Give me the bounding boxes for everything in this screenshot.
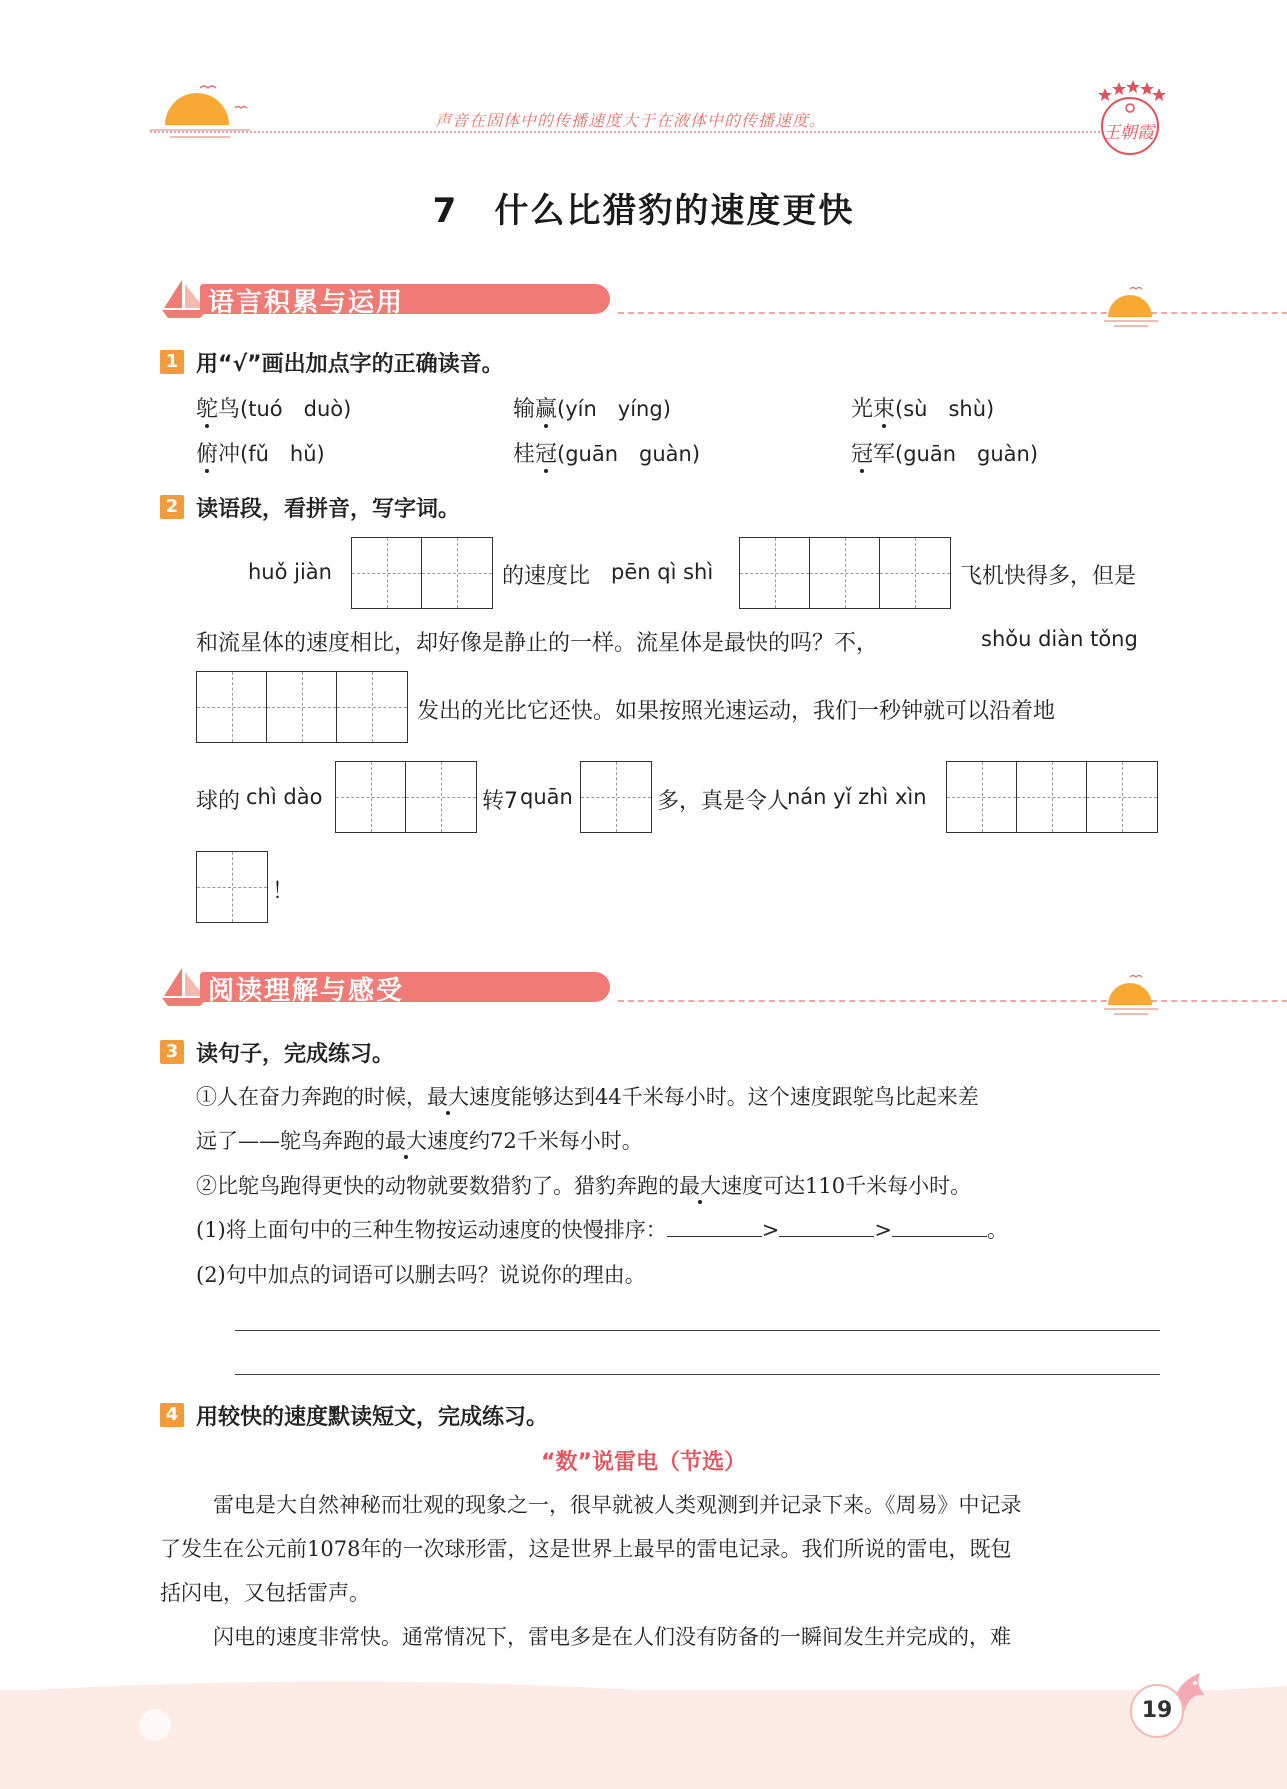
dotted-word: 最大 [427,1085,469,1109]
word-char: 冠 [535,442,558,467]
lesson-title: 7 什么比猎豹的速度更快 [432,191,855,231]
sentence-line [196,1125,643,1155]
answer-blank[interactable] [667,1216,762,1237]
pinyin-choice-item [851,437,1038,468]
pinyin-options[interactable]: (yín yíng) [557,397,671,421]
word-char: 冠 [851,442,874,467]
writing-grid[interactable] [351,537,493,609]
sunset-icon [150,80,260,150]
sentence-text: 速度约72千米每小时。 [427,1129,643,1153]
brand-seal [1093,78,1167,160]
writing-grid[interactable] [196,851,268,923]
answer-line[interactable] [235,1374,1160,1375]
page-number: 19 [1130,1684,1184,1738]
writing-grid[interactable] [739,537,951,609]
pinyin-options[interactable]: (guān guàn) [557,442,701,466]
sub-question-text: (1)将上面句中的三种生物按运动速度的快慢排序： [196,1218,667,1242]
sentence-text: ①人在奋力奔跑的时候， [196,1085,427,1109]
writing-grid[interactable] [335,761,477,833]
gt-sign: > [874,1218,892,1242]
question-number: 1 [160,350,184,374]
pinyin-options[interactable]: (fǔ hǔ) [240,442,325,466]
question-prompt: 读语段，看拼音，写字词。 [196,497,461,522]
pinyin-choice-item [196,392,351,423]
question-number: 3 [160,1040,184,1064]
passage-text: 发出的光比它还快。如果按照光速运动，我们一秒钟就可以沿着地 [417,699,1056,724]
answer-line[interactable] [235,1330,1160,1331]
answer-blank[interactable] [892,1216,987,1237]
pinyin-prompt: pēn qì shì [611,560,714,584]
pinyin-prompt: nán yǐ zhì xìn [787,785,927,809]
section-banner-language [160,278,1160,318]
section-dash-line [618,312,1287,314]
passage-text: 飞机快得多，但是 [960,564,1137,589]
section-banner-reading [160,966,1160,1006]
footer-band [0,1690,1287,1789]
seal-text: 王朝霞 [1103,123,1154,143]
passage-text: 和流星体的速度相比，却好像是静止的一样。流星体是最快的吗？不， [196,631,879,656]
pinyin-options[interactable]: (guān guàn) [895,442,1039,466]
writing-grid[interactable] [946,761,1158,833]
pinyin-prompt: shǒu diàn tǒng [981,627,1138,651]
pinyin-prompt: huǒ jiàn [248,560,332,584]
sentence-text: 远了——鸵鸟奔跑的 [196,1129,385,1153]
section-dash-line [618,1000,1287,1002]
pinyin-choice-item [196,437,325,468]
word-char: 桂 [513,442,536,467]
pinyin-choice-item [513,392,671,423]
word-char: 输 [513,397,536,422]
word-char: 鸵 [196,397,219,422]
question-number: 4 [160,1403,184,1427]
pinyin-options[interactable]: (sù shù) [895,397,995,421]
section-title: 阅读理解与感受 [208,976,405,1006]
bubble-decoration-icon [130,1700,190,1760]
sentence-text: 速度能够达到44千米每小时。这个速度跟鸵鸟比起来差 [469,1085,979,1109]
sunset-icon [1100,285,1162,330]
pinyin-prompt: quān [520,785,573,809]
passage-text: 的速度比 [502,564,591,589]
question-prompt: 用“√”画出加点字的正确读音。 [196,352,504,377]
gt-sign: > [761,1218,780,1242]
writing-grid[interactable] [196,671,408,743]
sub-question-2: (2)句中加点的词语可以删去吗？说说你的理由。 [196,1263,646,1287]
passage-text: 球的 [196,789,241,814]
article-line: 雷电是大自然神秘而壮观的现象之一，很早就被人类观测到并记录下来。《周易》中记录 [213,1493,1022,1517]
article-title: “数”说雷电（节选） [541,1450,746,1475]
header-tip: 声音在固体中的传播速度大于在液体中的传播速度。 [435,111,827,130]
pinyin-prompt: chì dào [246,785,323,809]
word-char: 冲 [218,442,241,467]
word-char: 鸟 [218,397,241,422]
sentence-text: 速度可达110千米每小时。 [721,1174,972,1198]
article-line: 闪电的速度非常快。通常情况下，雷电多是在人们没有防备的一瞬间发生并完成的，难 [213,1625,1011,1649]
word-char: 赢 [535,397,558,422]
passage-text: ！ [272,879,295,904]
pinyin-choice-item [513,437,700,468]
word-char: 束 [873,397,896,422]
section-title: 语言积累与运用 [208,288,405,318]
header-divider [150,131,1100,133]
sentence-line [196,1081,979,1111]
dotted-word: 最大 [679,1174,721,1198]
pinyin-options[interactable]: (tuó duò) [240,397,352,421]
question-prompt: 用较快的速度默读短文，完成练习。 [196,1405,549,1430]
word-char: 光 [851,397,874,422]
sub-question-1 [196,1214,1008,1244]
word-char: 军 [873,442,896,467]
writing-grid[interactable] [580,761,652,833]
pinyin-choice-item [851,392,994,423]
article-line: 括闪电，又包括雷声。 [160,1581,370,1605]
sunset-icon [1100,973,1162,1018]
word-char: 俯 [196,442,219,467]
sentence-text: ②比鸵鸟跑得更快的动物就要数猎豹了。猎豹奔跑的 [196,1174,679,1198]
passage-text: 多，真是令人 [657,789,790,814]
sentence-line [196,1170,971,1200]
question-number: 2 [160,495,184,519]
question-prompt: 读句子，完成练习。 [196,1042,395,1067]
dotted-word: 最大 [385,1129,427,1153]
period: 。 [986,1218,1008,1242]
passage-text: 转7 [482,789,518,814]
article-line: 了发生在公元前1078年的一次球形雷，这是世界上最早的雷电记录。我们所说的雷电，既包 [160,1537,1012,1561]
answer-blank[interactable] [779,1216,874,1237]
